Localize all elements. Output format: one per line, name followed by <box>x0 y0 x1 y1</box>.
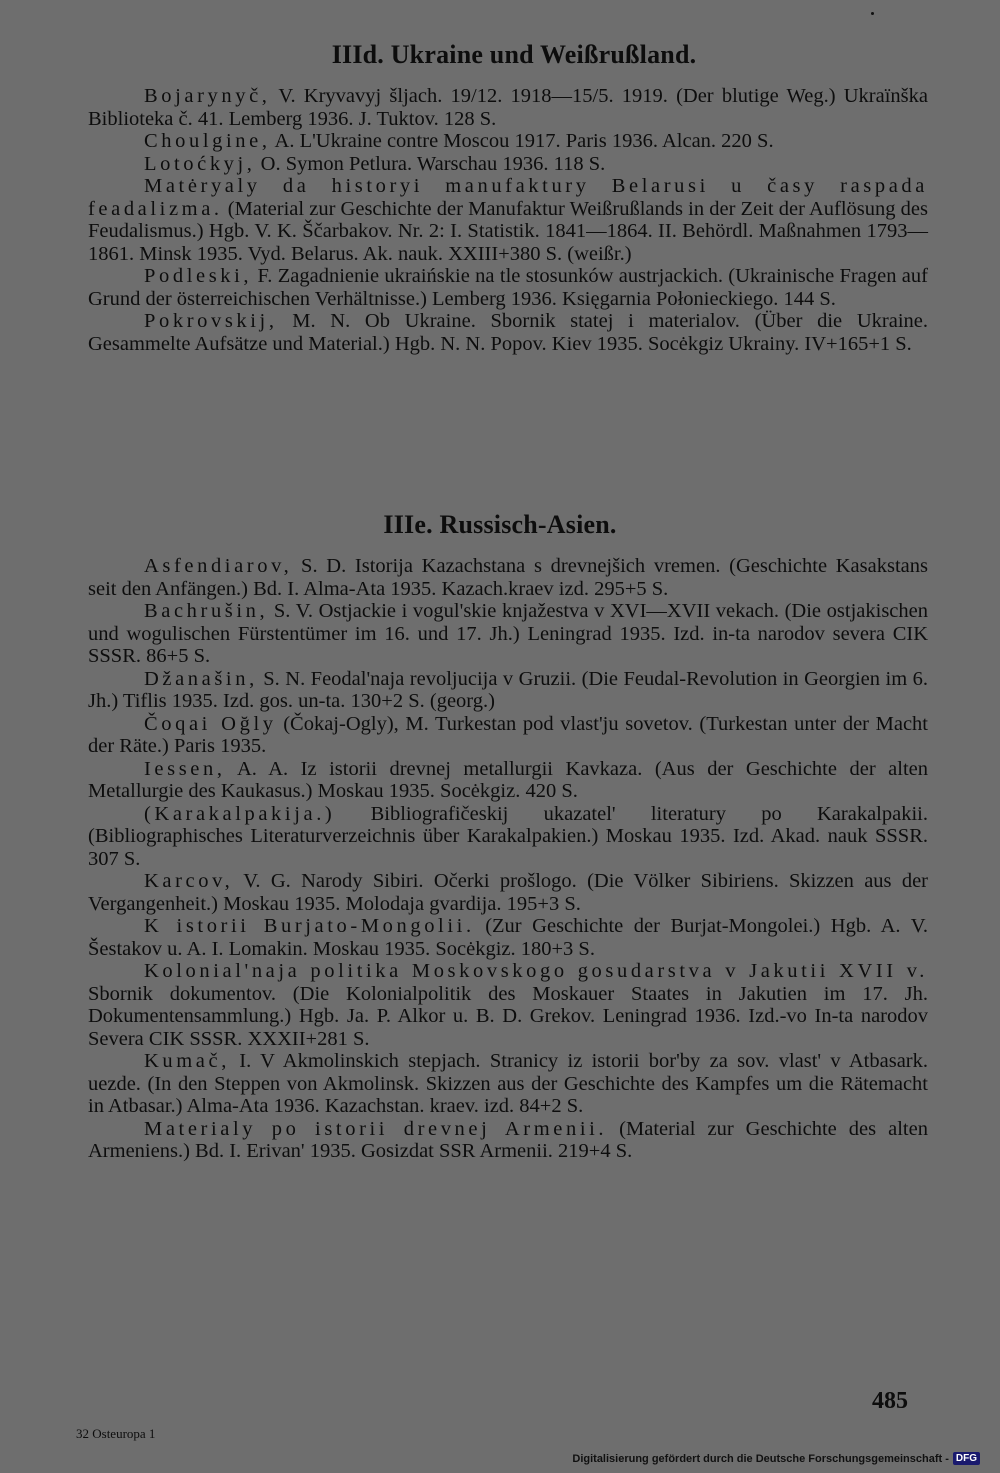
bibliography-entry <box>88 600 928 668</box>
dfg-logo: DFG <box>953 1452 980 1465</box>
entry-author: Kolonial'naja politika Moskovskogo gosudarstva v Jakutii XVII v. <box>144 960 928 982</box>
entry-author: K istorii Burjato-Mongolii. <box>144 915 475 937</box>
entry-author: Pokrovskij, <box>144 310 278 332</box>
entry-text: O. Symon Petlura. Warschau 1936. 118 S. <box>255 152 606 175</box>
entry-text: I. V Akmolinskich stepjach. Stranicy iz istorii bor'by za sov. vlast' v Atbasark. uezde. (In den Steppen von Akmolinsk. Skizzen aus der Geschichte des Kampfes um die Rätemacht in Atbasar.) Alma-Ata 1936. Kazachstan. kraev. izd. 84+2 S. <box>88 1050 928 1117</box>
entry-text: (Material zur Geschichte des alten Armeniens.) Bd. I. Erivan' 1935. Gosizdat SSR Armenii. 219+4 S. <box>88 1117 928 1162</box>
bibliography-entry <box>88 915 928 960</box>
entry-author: Materialy po istorii drevnej Armenii. <box>144 1117 608 1140</box>
entry-text: A. L'Ukraine contre Moscou 1917. Paris 1936. Alcan. 220 S. <box>270 130 774 152</box>
speck-mark <box>871 12 874 15</box>
entry-text: V. Kryvavyj šljach. 19/12. 1918—15/5. 1919. (Der blutige Weg.) Ukraïnška Biblioteka č. 41. Lemberg 1936. J. Tuktov. 128 S. <box>88 85 928 130</box>
entry-author: Karcov, <box>144 870 234 892</box>
entry-author: Choulgine, <box>144 130 271 152</box>
entry-text: (Čokaj-Ogly), M. Turkestan pod vlast'ju sovetov. (Turkestan unter der Macht der Räte.) Paris 1935. <box>88 712 928 757</box>
signature-mark: 32 Osteuropa 1 <box>76 1426 156 1441</box>
entry-author: Podleski, <box>144 265 253 287</box>
entry-text: (Zur Geschichte der Burjat-Mongolei.) Hgb. A. V. Šestakov u. A. I. Lomakin. Moskau 1935. Socėkgiz. 180+3 S. <box>88 915 928 960</box>
entry-text: F. Zagadnienie ukraińskie na tle stosunków austrjackich. (Ukrainische Fragen auf Grund der österreichischen Verhältnisse.) Lemberg 1936. Księgarnia Połonieckiego. 144 S. <box>88 265 928 310</box>
entry-author: Džanašin, <box>144 667 258 690</box>
bibliography-entry <box>88 668 928 713</box>
entry-author: Kumač, <box>144 1050 230 1072</box>
bibliography-entry <box>88 803 928 871</box>
entry-author: Bachrušin, <box>144 600 269 622</box>
page-number: 485 <box>872 1388 908 1414</box>
entry-author: Asfendiarov, <box>144 555 293 577</box>
entry-text: Bibliografičeskij ukazatel' literatury po Karakalpakii. (Bibliographisches Literaturverzeichnis über Karakalpakien.) Moskau 1935. Izd. Akad. nauk SSSR. 307 S. <box>88 802 928 870</box>
digitization-footer <box>572 1452 980 1465</box>
section-heading-russisch-asien: IIIe. Russisch-Asien. <box>383 510 617 539</box>
entry-text: S. D. Istorija Kazachstana s drevnejšich vremen. (Geschichte Kasakstans seit den Anfängen.) Bd. I. Alma-Ata 1935. Kazach.kraev izd. 295+5 S. <box>88 555 928 600</box>
bibliography-entry <box>88 555 928 600</box>
entry-author: (Karakalpakija.) <box>144 802 336 825</box>
entry-author: Lotoćkyj, <box>144 152 256 175</box>
entry-text: A. A. Iz istorii drevnej metallurgii Kavkaza. (Aus der Geschichte der alten Metallurgie des Kaukasus.) Moskau 1935. Socėkgiz. 420 S. <box>88 757 928 802</box>
entry-author: Iessen, <box>144 757 226 780</box>
entry-text: S. V. Ostjackie i vogul'skie knjažestva v XVI—XVII vekach. (Die ostjakischen und wogulischen Fürstentümer im 16. und 17. Jh.) Leningrad 1935. Izd. in-ta narodov severa CIK SSSR. 86+5 S. <box>88 600 928 667</box>
bibliography-entry <box>88 130 928 153</box>
entry-author: Čoqai Oğly <box>144 712 277 735</box>
section-asien-entries <box>88 555 928 1163</box>
bibliography-entry <box>88 265 928 310</box>
bibliography-entry <box>88 175 928 265</box>
section-ukraine-entries <box>88 85 928 355</box>
bibliography-entry <box>88 870 928 915</box>
footer-text: Digitalisierung gefördert durch die Deutsche Forschungsgemeinschaft - <box>572 1452 949 1465</box>
entry-text: Sbornik dokumentov. (Die Kolonialpolitik des Moskauer Staates in Jakutien im 17. Jh. Dokumentensammlung.) Hgb. Ja. P. Alkor u. B. D. Grekov. Leningrad 1936. Izd.-vo In-ta narodov Severa CIK SSSR. XXXII+281 S. <box>88 982 928 1050</box>
entry-text: V. G. Narody Sibiri. Očerki prošlogo. (Die Völker Sibiriens. Skizzen aus der Vergangenheit.) Moskau 1935. Molodaja gvardija. 195+3 S. <box>88 870 928 915</box>
bibliography-entry <box>88 1050 928 1118</box>
entry-text: (Material zur Geschichte der Manufaktur Weißrußlands in der Zeit der Auflösung des Feudalismus.) Hgb. V. K. Ščarbakov. Nr. 2: I. Statistik. 1841—1864. II. Behördl. Maßnahmen 1793—1861. Minsk 1935. Vyd. Belarus. Ak. nauk. XXIII+380 S. (weißr.) <box>88 197 928 265</box>
bibliography-entry <box>88 1118 928 1163</box>
bibliography-entry <box>88 960 928 1050</box>
entry-text: S. N. Feodal'naja revoljucija v Gruzii. (Die Feudal-Revolution in Georgien im 6. Jh.) Tiflis 1935. Izd. gos. un-ta. 130+2 S. (georg.) <box>88 667 928 712</box>
bibliography-entry <box>88 153 928 176</box>
entry-text: M. N. Ob Ukraine. Sbornik statej i materialov. (Über die Ukraine. Gesammelte Aufsätze und Material.) Hgb. N. N. Popov. Kiev 1935. Socėkgiz Ukrainy. IV+165+1 S. <box>88 310 928 355</box>
entry-author: Matėryaly da historyi manufaktury Belarusi u časy raspada feadalizma. <box>88 175 928 220</box>
entry-author: Bojarynyč, <box>144 85 271 107</box>
bibliography-entry <box>88 758 928 803</box>
bibliography-entry <box>88 310 928 355</box>
bibliography-entry <box>88 713 928 758</box>
section-heading-ukraine: IIId. Ukraine und Weißrußland. <box>331 40 697 69</box>
bibliography-entry <box>88 85 928 130</box>
